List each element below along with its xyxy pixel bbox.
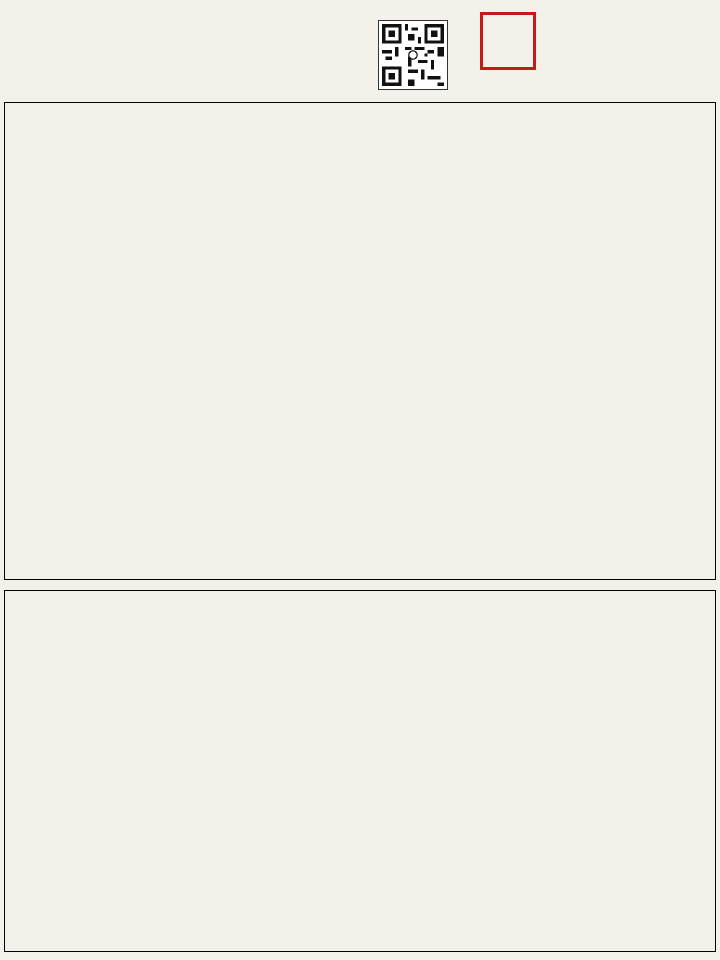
red-seal-logo [480, 12, 536, 70]
qr-code-icon [378, 20, 448, 90]
chart-grid [4, 102, 716, 580]
brand-logo-text [540, 8, 718, 58]
annual-luck-table [4, 590, 716, 952]
